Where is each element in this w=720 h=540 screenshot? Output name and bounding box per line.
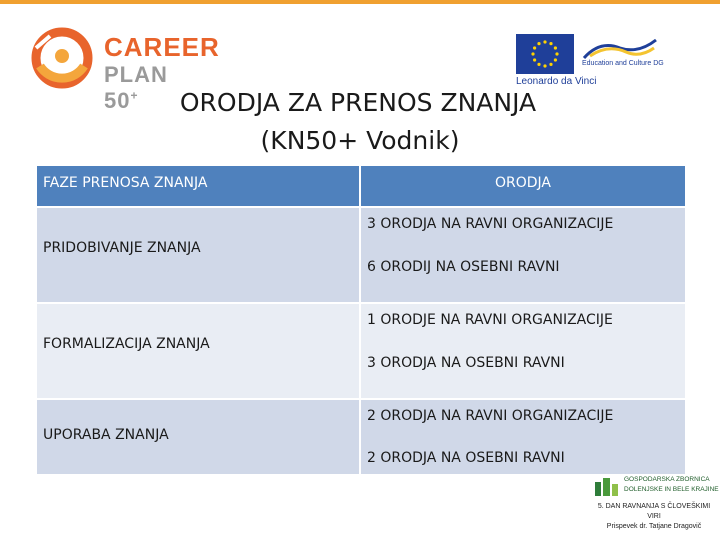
education-culture-logo-icon	[580, 34, 660, 79]
table-header-tools	[361, 166, 685, 206]
header-label-phases: FAZE PRENOSA ZNANJA	[43, 175, 208, 191]
phase-label: FORMALIZACIJA ZNANJA	[43, 336, 210, 352]
phase-label: PRIDOBIVANJE ZNANJA	[43, 240, 201, 256]
tool-personal-level: 6 ORODIJ NA OSEBNI RAVNI	[367, 259, 560, 275]
chamber-of-commerce-logo	[594, 474, 720, 502]
career-plan-ring-icon	[30, 26, 94, 90]
education-culture-label: Education and Culture DG	[582, 60, 664, 67]
tool-organization-level: 3 ORODJA NA RAVNI ORGANIZACIJE	[367, 216, 614, 232]
top-accent-stripe	[0, 0, 720, 4]
tool-personal-level: 2 ORODJA NA OSEBNI RAVNI	[367, 450, 565, 466]
header-label-tools: ORODJA	[494, 175, 551, 191]
slide-title-line2: (KN50+ Vodnik)	[260, 126, 460, 155]
career-plan-text-line2: PLAN 50+	[104, 62, 168, 113]
career-plan-logo	[30, 26, 220, 113]
chamber-logo-icon	[594, 476, 620, 498]
table-row-phase-cell	[37, 400, 359, 474]
chamber-name-line1: GOSPODARSKA ZBORNICA	[624, 476, 710, 483]
tool-organization-level: 1 ORODJE NA RAVNI ORGANIZACIJE	[367, 312, 613, 328]
career-plan-text-line1: CAREER	[104, 32, 220, 62]
slide-title	[0, 84, 720, 160]
eu-flag-icon	[516, 34, 574, 74]
slide-title-line1: ORODJA ZA PRENOS ZNANJA	[179, 88, 537, 117]
footer-line2: VIRI	[647, 513, 661, 520]
phase-label: UPORABA ZNANJA	[43, 427, 169, 443]
table-row-phase-cell	[37, 208, 359, 302]
table-row-tools-cell	[361, 400, 685, 474]
footer-line3: Prispevek dr. Tatjane Dragovič	[606, 523, 702, 530]
tool-organization-level: 2 ORODJA NA RAVNI ORGANIZACIJE	[367, 408, 614, 424]
footer-line1: 5. DAN RAVNANJA S ČLOVEŠKIMI	[597, 503, 711, 510]
table-row-tools-cell	[361, 208, 685, 302]
tool-personal-level: 3 ORODJA NA OSEBNI RAVNI	[367, 355, 565, 371]
table-row-phase-cell	[37, 304, 359, 398]
chamber-name-line2: DOLENJSKE IN BELE KRAJINE	[624, 486, 719, 493]
table-row-tools-cell	[361, 304, 685, 398]
leonardo-da-vinci-label: Leonardo da Vinci	[516, 76, 597, 87]
table-header-phases	[37, 166, 359, 206]
footer-note	[588, 502, 720, 532]
